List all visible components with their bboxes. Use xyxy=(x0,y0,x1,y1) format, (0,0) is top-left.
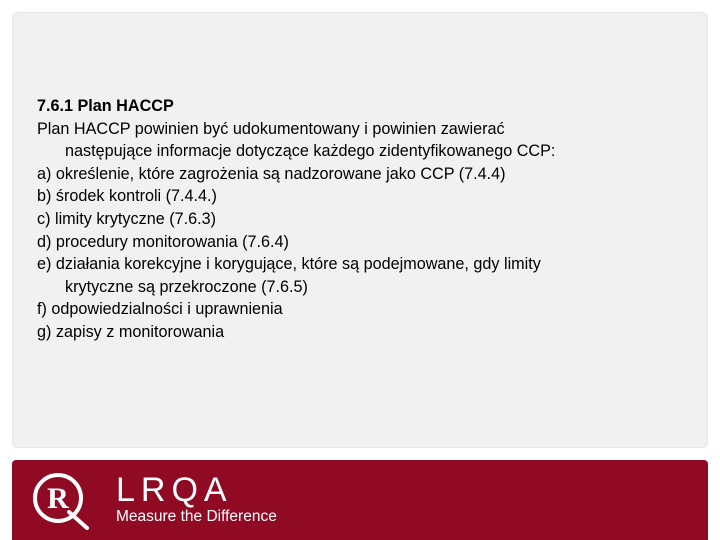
list-item-g: g) zapisy z monitorowania xyxy=(37,322,225,341)
slide-heading: 7.6.1 Plan HACCP xyxy=(37,97,174,115)
list-item-c: c) limity krytyczne (7.6.3) xyxy=(37,209,216,228)
slide-text xyxy=(37,95,687,344)
list-item-e-continuation: krytyczne są przekroczone (7.6.5) xyxy=(65,277,308,296)
footer-bar xyxy=(12,460,708,540)
intro-line-2: następujące informacje dotyczące każdego zidentyfikowanego CCP: xyxy=(65,142,556,161)
intro-line-1: Plan HACCP powinien być udokumentowany i powinien zawierać xyxy=(37,119,505,138)
list-item-e: e) działania korekcyjne i korygujące, które są podejmowane, gdy limity xyxy=(37,255,541,274)
list-item-f: f) odpowiedzialności i uprawnienia xyxy=(37,300,283,319)
list-item-a: a) określenie, które zagrożenia są nadzorowane jako CCP (7.4.4) xyxy=(37,164,506,183)
brand-tagline: Measure the Difference xyxy=(116,508,277,525)
list-item-b: b) środek kontroli (7.4.4.) xyxy=(37,187,217,206)
logo-letter: R xyxy=(47,482,69,515)
list-item-d: d) procedury monitorowania (7.6.4) xyxy=(37,232,289,251)
lrqa-logo-icon xyxy=(31,468,93,530)
brand-name: LRQA xyxy=(116,471,233,509)
